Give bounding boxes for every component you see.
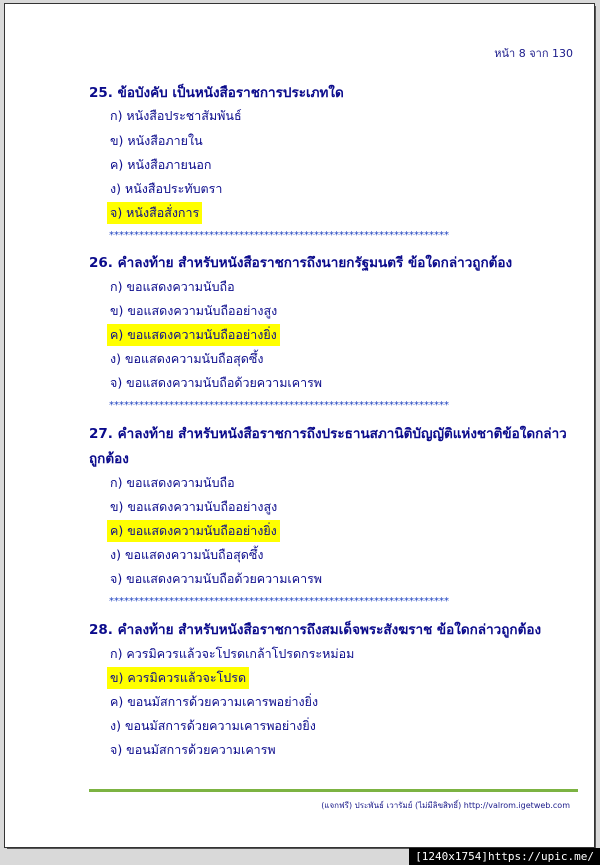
question-27-cont: ถูกต้อง (89, 451, 129, 467)
option-25-c: ค) หนังสือภายนอก (110, 157, 212, 172)
option-28-a: ก) ควรมิควรแล้วจะโปรดเกล้าโปรดกระหม่อม (110, 646, 355, 661)
option-25-a: ก) หนังสือประชาสัมพันธ์ (110, 108, 242, 123)
option-25-d: ง) หนังสือประทับตรา (110, 181, 223, 196)
document-page (4, 3, 595, 848)
separator: ******************************************************************** (109, 596, 449, 607)
image-size-stamp: [1240x1754]https://upic.me/ (409, 848, 600, 865)
question-25: 25. ข้อบังคับ เป็นหนังสือราชการประเภทใด (89, 85, 344, 101)
footer-rule (89, 789, 578, 792)
page-number: หน้า 8 จาก 130 (494, 47, 573, 60)
option-25-e-answer: จ) หนังสือสั่งการ (107, 202, 202, 224)
option-26-c-answer: ค) ขอแสดงความนับถืออย่างยิ่ง (107, 324, 280, 346)
option-27-e: จ) ขอแสดงความนับถือด้วยความเคารพ (110, 571, 323, 586)
option-28-d: ง) ขอนมัสการด้วยความเคารพอย่างยิ่ง (110, 718, 316, 733)
option-26-e: จ) ขอแสดงความนับถือด้วยความเคารพ (110, 375, 323, 390)
separator: ******************************************************************** (109, 400, 449, 411)
option-27-d: ง) ขอแสดงความนับถือสุดซึ้ง (110, 547, 264, 562)
option-26-b: ข) ขอแสดงความนับถืออย่างสูง (110, 303, 278, 318)
option-27-c-answer: ค) ขอแสดงความนับถืออย่างยิ่ง (107, 520, 280, 542)
option-26-d: ง) ขอแสดงความนับถือสุดซึ้ง (110, 351, 264, 366)
question-28: 28. คำลงท้าย สำหรับหนังสือราชการถึงสมเด็จพระสังฆราช ข้อใดกล่าวถูกต้อง (89, 622, 542, 638)
question-27: 27. คำลงท้าย สำหรับหนังสือราชการถึงประธานสภานิติบัญญัติแห่งชาติข้อใดกล่าว (89, 426, 567, 442)
footer-credit: (แจกฟรี) ประพันธ์ เวารัมย์ (ไม่มีลิขสิทธิ์) http://valrom.igetweb.com (321, 801, 570, 810)
option-27-a: ก) ขอแสดงความนับถือ (110, 475, 235, 490)
option-28-e: จ) ขอนมัสการด้วยความเคารพ (110, 742, 276, 757)
question-26: 26. คำลงท้าย สำหรับหนังสือราชการถึงนายกรัฐมนตรี ข้อใดกล่าวถูกต้อง (89, 255, 513, 271)
option-27-b: ข) ขอแสดงความนับถืออย่างสูง (110, 499, 278, 514)
separator: ******************************************************************** (109, 230, 449, 241)
option-25-b: ข) หนังสือภายใน (110, 133, 203, 148)
option-26-a: ก) ขอแสดงความนับถือ (110, 279, 235, 294)
option-28-b-answer: ข) ควรมิควรแล้วจะโปรด (107, 667, 249, 689)
option-28-c: ค) ขอนมัสการด้วยความเคารพอย่างยิ่ง (110, 694, 319, 709)
